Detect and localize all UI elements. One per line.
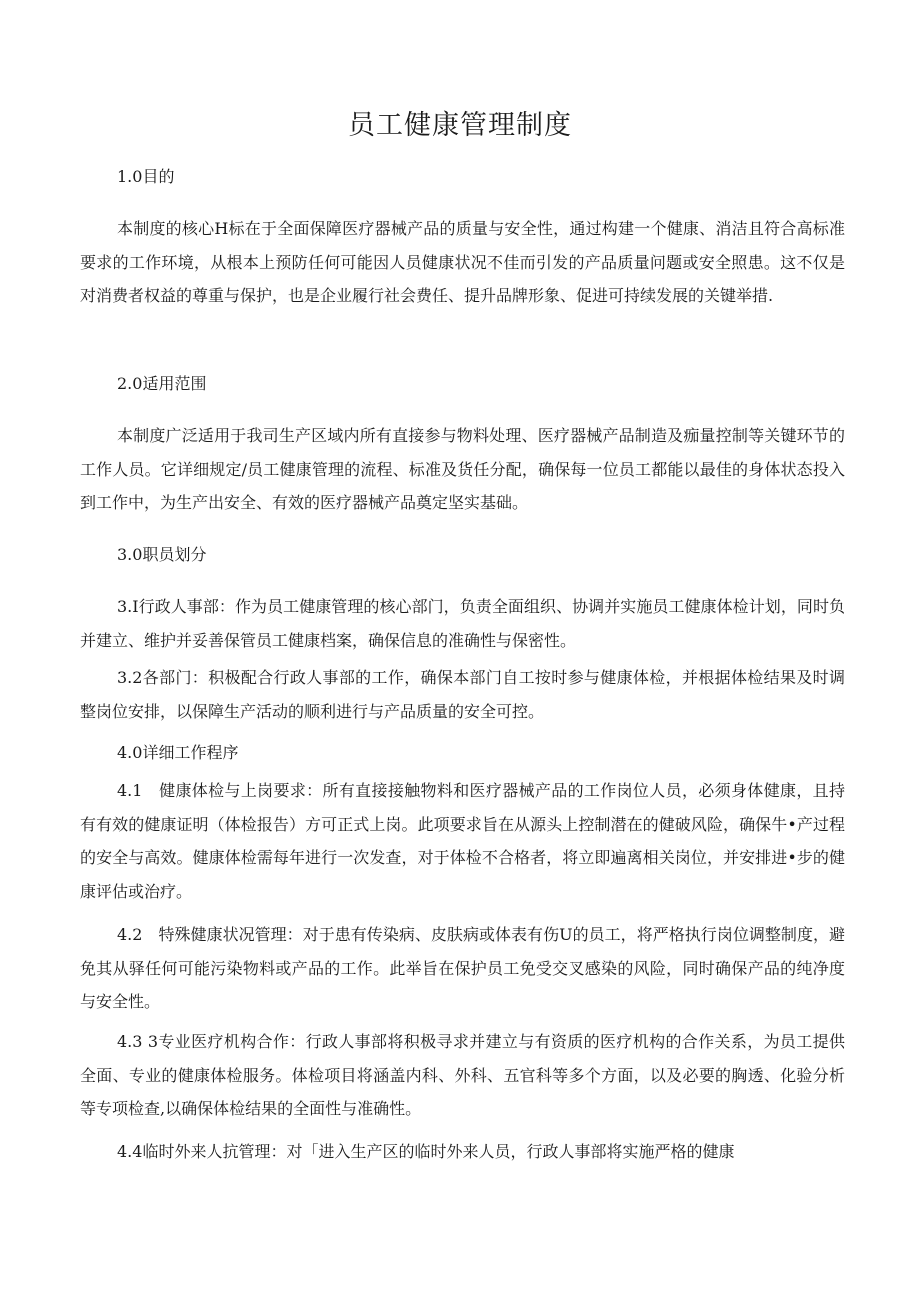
paragraph-procedure-4-1: 4.1 健康体检与上岗要求：所有直接接触物料和医疗器械产品的工作岗位人员，必须身体健康，且持有有效的健康证明（体检报告）方可正式上岗。此项要求旨在从源头上控制潜在的健破风险，确保牛•产过程的安全与高效。健康体检需每年进行一次发查，对于体检不合格者，将立即遍离相关岗位，并安排进•步的健康评估或治疗。 xyxy=(80,781,845,901)
section-heading-roles: 3.0职员划分 xyxy=(117,545,207,564)
paragraph-procedure-4-4: 4.4临时外来人抗管理：对「进入生产区的临时外来人员，行政人事部将实施严格的健康 xyxy=(117,1142,735,1161)
section-heading-procedure: 4.0详细工作程序 xyxy=(117,743,239,762)
section-heading-purpose: 1.0目的 xyxy=(117,167,175,186)
paragraph-procedure-4-3: 4.3 3专业医疗机构合作：行政人事部将积极寻求并建立与有资质的医疗机构的合作关系，为员工提供全面、专业的健康体检服务。体检项目将涵盖内科、外科、五官科等多个方面，以及必要的胸透、化验分析等专项检查,以确保体检结果的全面性与准确性。 xyxy=(80,1032,845,1118)
document-title: 员工健康管理制度 xyxy=(348,110,572,141)
paragraph-scope: 本制度广泛适用于我司生产区域内所有直接参与物料处理、医疗器械产品制造及痂量控制等关键环节的工作人员。它详细规定/员工健康管理的流程、标准及货任分配，确保每一位员工都能以最佳的身体状态投入到工作中，为生产出安全、有效的医疗器械产品奠定坚实基础。 xyxy=(80,426,845,512)
paragraph-procedure-4-2: 4.2 特殊健康状况管理：对于患有传染病、皮肤病或体表有伤U的员工，将严格执行岗位调整制度，避免其从驿任何可能污染物料或产品的工作。此举旨在保护员工免受交叉感染的风险，同时确保产品的纯净度与安全性。 xyxy=(80,925,845,1011)
paragraph-roles-departments: 3.2各部门：积极配合行政人事部的工作，确保本部门自工按时参与健康体检，并根据体检结果及时调整岗位安排，以保障生产活动的顺利进行与产品质量的安全可控。 xyxy=(80,668,845,721)
section-heading-scope: 2.0适用范围 xyxy=(117,374,207,393)
paragraph-purpose: 本制度的核心H标在于全面保障医疗器械产品的质量与安全性，通过构建一个健康、消洁且符合高标准要求的工作环境，从根本上预防任何可能因人员健康状况不佳而引发的产品质量问题或安全照患。这不仅是对消费者权益的尊重与保护，也是企业履行社会费任、提升品牌形象、促进可持续发展的关键举措. xyxy=(80,219,845,305)
paragraph-roles-hr: 3.I行政人事部：作为员工健康管理的核心部门，负责全面组织、协调并实施员工健康体检计划，同时负并建立、维护并妥善保管员工健康档案，确保信息的准确性与保密性。 xyxy=(80,597,845,650)
